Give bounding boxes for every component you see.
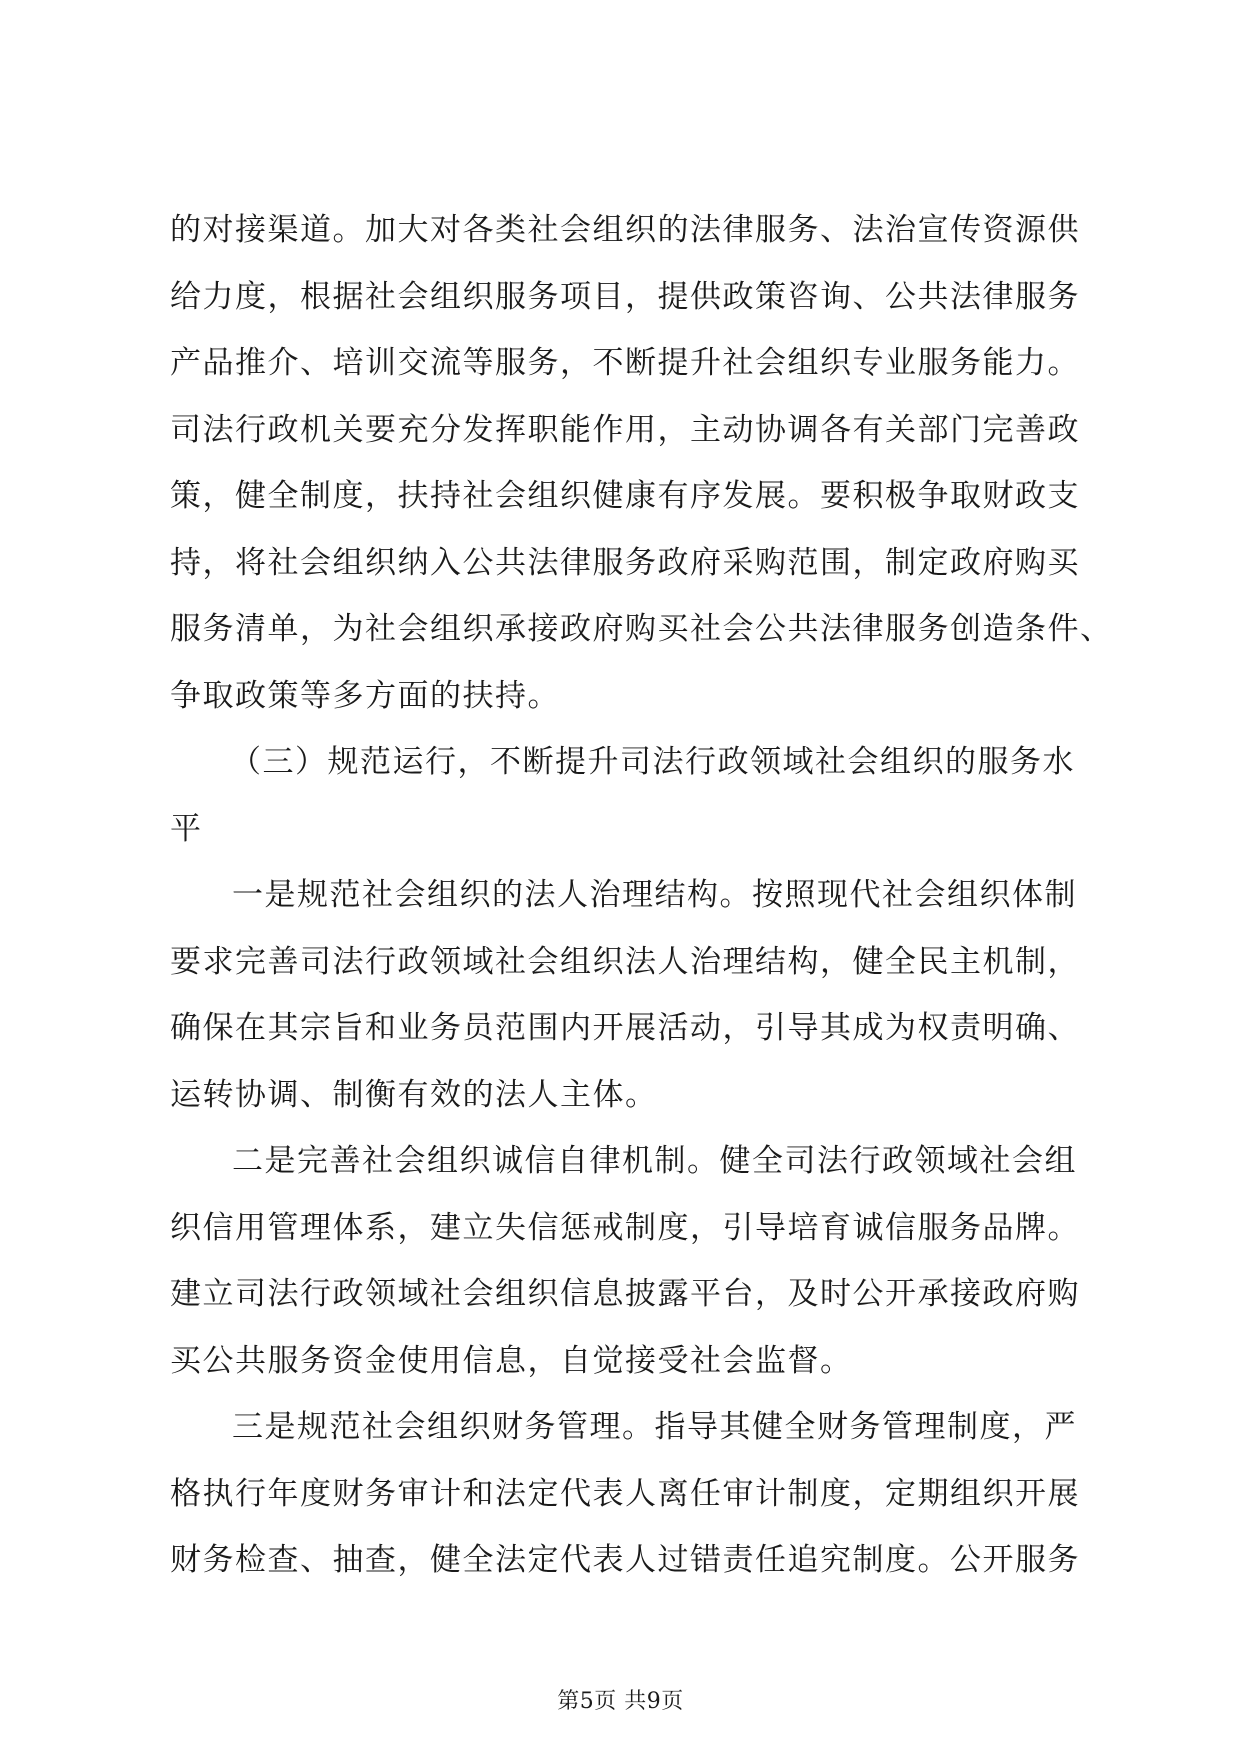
- text-line: 运转协调、制衡有效的法人主体。: [170, 1077, 658, 1113]
- text-line: 争取政策等多方面的扶持。: [170, 678, 560, 714]
- text-line: 的对接渠道。加大对各类社会组织的法律服务、法治宣传资源供: [170, 212, 1080, 248]
- page-footer: 第5页 共9页: [557, 1689, 684, 1714]
- text-line: 给力度，根据社会组织服务项目，提供政策咨询、公共法律服务: [170, 279, 1080, 315]
- section-heading-continued: 平: [170, 811, 203, 847]
- text-line: 确保在其宗旨和业务员范围内开展活动，引导其成为权责明确、: [170, 1010, 1080, 1046]
- text-line: 产品推介、培训交流等服务，不断提升社会组织专业服务能力。: [170, 345, 1080, 381]
- text-line: 格执行年度财务审计和法定代表人离任审计制度，定期组织开展: [170, 1476, 1080, 1512]
- paragraph-first-line: 三是规范社会组织财务管理。指导其健全财务管理制度，严: [232, 1409, 1077, 1445]
- text-line: 建立司法行政领域社会组织信息披露平台，及时公开承接政府购: [170, 1276, 1080, 1312]
- text-line: 持，将社会组织纳入公共法律服务政府采购范围，制定政府购买: [170, 545, 1080, 581]
- text-line: 服务清单，为社会组织承接政府购买社会公共法律服务创造条件、: [170, 611, 1113, 647]
- section-heading: （三）规范运行，不断提升司法行政领域社会组织的服务水: [230, 744, 1075, 780]
- paragraph-first-line: 一是规范社会组织的法人治理结构。按照现代社会组织体制: [232, 877, 1077, 913]
- paragraph-first-line: 二是完善社会组织诚信自律机制。健全司法行政领域社会组: [232, 1143, 1077, 1179]
- text-line: 织信用管理体系，建立失信惩戒制度，引导培育诚信服务品牌。: [170, 1210, 1080, 1246]
- text-line: 财务检查、抽查，健全法定代表人过错责任追究制度。公开服务: [170, 1542, 1080, 1578]
- text-line: 要求完善司法行政领域社会组织法人治理结构，健全民主机制，: [170, 944, 1080, 980]
- text-line: 司法行政机关要充分发挥职能作用，主动协调各有关部门完善政: [170, 412, 1080, 448]
- text-line: 买公共服务资金使用信息，自觉接受社会监督。: [170, 1343, 853, 1379]
- text-line: 策，健全制度，扶持社会组织健康有序发展。要积极争取财政支: [170, 478, 1080, 514]
